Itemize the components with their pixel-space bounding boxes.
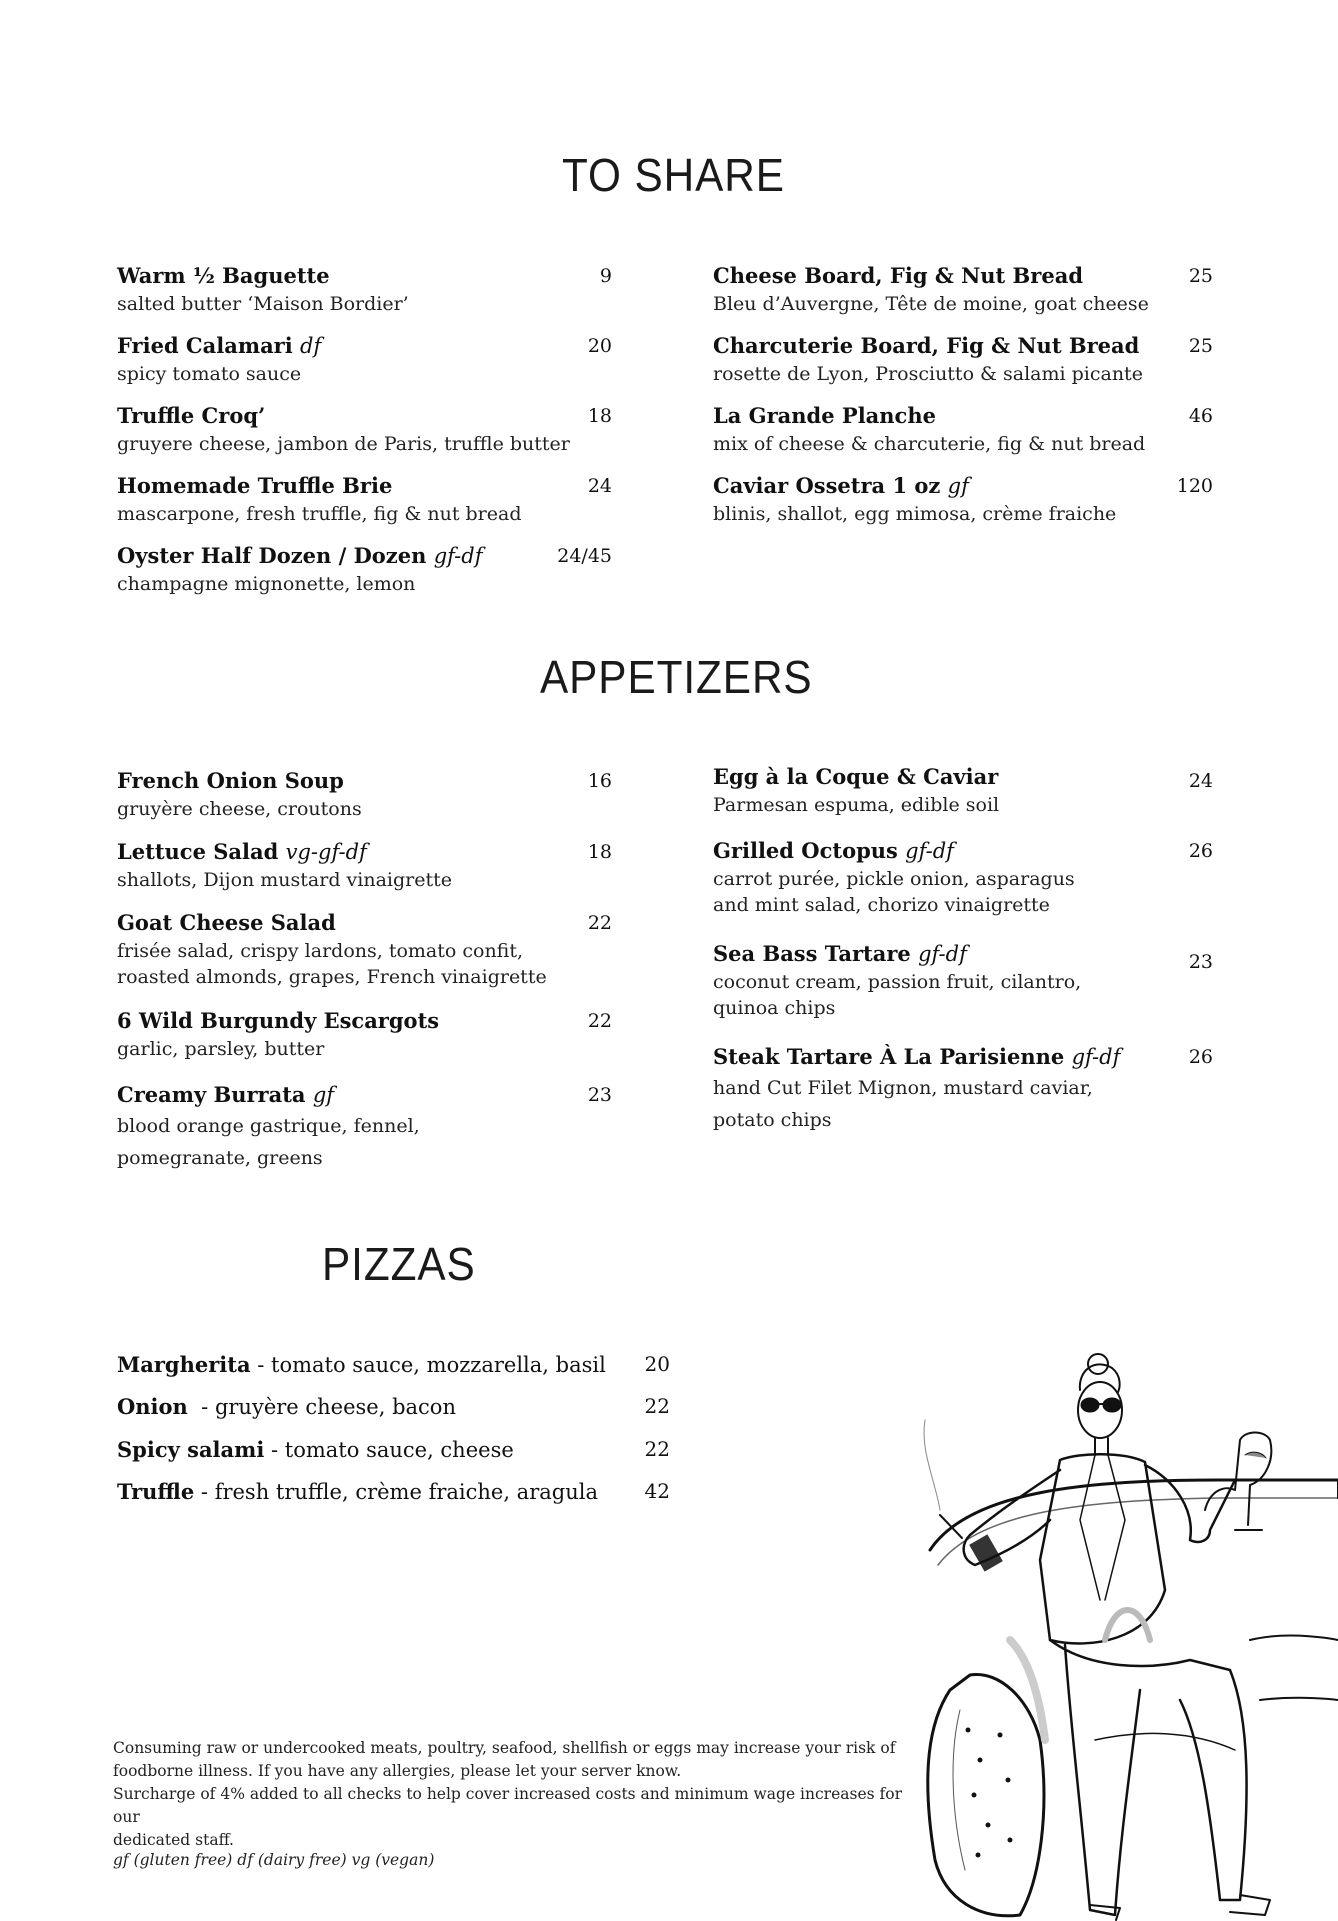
diet-tag: gf-df: [905, 839, 954, 863]
item-name: Charcuterie Board, Fig & Nut Bread: [713, 333, 1140, 358]
item-name: French Onion Soup: [117, 768, 344, 793]
diet-tag: gf: [312, 1083, 335, 1107]
pizza-price: 20: [644, 1352, 670, 1376]
menu-item: [713, 1044, 1213, 1136]
item-description: garlic, parsley, butter: [117, 1038, 325, 1060]
menu-item: [117, 473, 612, 527]
item-description: coconut cream, passion fruit, cilantro, quinoa chips: [713, 971, 1082, 1019]
pizza-item: [117, 1352, 670, 1384]
item-price: 23: [587, 1084, 612, 1106]
item-price: 24: [587, 475, 612, 497]
menu-item: [117, 403, 612, 457]
item-price: 16: [587, 770, 612, 792]
menu-item: [713, 941, 1213, 1021]
menu-item: [117, 910, 612, 990]
item-description: salted butter ‘Maison Bordier’: [117, 293, 409, 315]
menu-item: [117, 1008, 612, 1062]
item-description: gruyere cheese, jambon de Paris, truffle butter: [117, 433, 570, 455]
item-price: 18: [587, 841, 612, 863]
item-price: 22: [587, 912, 612, 934]
pizza-name: Spicy salami: [117, 1437, 265, 1462]
section-title-pizzas: PIZZAS: [322, 1238, 476, 1290]
menu-item: [713, 473, 1213, 527]
pizza-description: - tomato sauce, cheese: [264, 1438, 514, 1462]
item-name: Truffle Croq’: [117, 403, 266, 428]
item-name: Creamy Burrata gf: [117, 1082, 335, 1107]
item-price: 25: [1188, 335, 1213, 357]
diet-tag: gf-df: [918, 942, 967, 966]
notice-line: Consuming raw or undercooked meats, poultry, seafood, shellfish or eggs may increase your risk of: [113, 1739, 896, 1757]
diet-tag: gf-df: [433, 544, 483, 568]
item-description: Bleu d’Auvergne, Tête de moine, goat cheese: [713, 293, 1149, 315]
pizza-price: 42: [644, 1479, 670, 1503]
section-title-appetizers: APPETIZERS: [540, 651, 813, 703]
item-name: Homemade Truffle Brie: [117, 473, 393, 498]
pizza-price: 22: [644, 1394, 670, 1418]
item-description: mix of cheese & charcuterie, fig & nut bread: [713, 433, 1146, 455]
item-price: 9: [599, 265, 612, 287]
item-description: blinis, shallot, egg mimosa, crème fraiche: [713, 503, 1117, 525]
item-description: spicy tomato sauce: [117, 363, 302, 385]
menu-item: [713, 764, 1213, 818]
diet-legend: gf (gluten free) df (dairy free) vg (vegan): [113, 1851, 435, 1869]
pizza-description: - gruyère cheese, bacon: [187, 1395, 456, 1419]
menu-item: [117, 333, 612, 387]
menu-item: [713, 838, 1213, 918]
menu-item: [117, 839, 612, 893]
allergy-notice: [113, 1737, 903, 1852]
item-description: frisée salad, crispy lardons, tomato confit, roasted almonds, grapes, French vinaigrette: [117, 940, 547, 988]
item-description: gruyère cheese, croutons: [117, 798, 362, 820]
item-price: 22: [587, 1010, 612, 1032]
item-description: hand Cut Filet Mignon, mustard caviar, potato chips: [713, 1077, 1093, 1131]
pizza-name: Margherita: [117, 1352, 251, 1377]
pizza-description: - fresh truffle, crème fraiche, aragula: [194, 1480, 598, 1504]
item-description: champagne mignonette, lemon: [117, 573, 416, 595]
item-price: 26: [1188, 840, 1213, 862]
item-price: 24: [1188, 770, 1213, 792]
item-name: 6 Wild Burgundy Escargots: [117, 1008, 440, 1033]
item-name: Sea Bass Tartare gf-df: [713, 941, 967, 966]
item-name: Egg à la Coque & Caviar: [713, 764, 999, 789]
notice-line: foodborne illness. If you have any allergies, please let your server know.: [113, 1762, 682, 1780]
item-description: rosette de Lyon, Prosciutto & salami picante: [713, 363, 1143, 385]
item-name: Caviar Ossetra 1 oz gf: [713, 473, 969, 498]
pizza-name: Truffle: [117, 1479, 195, 1504]
menu-item: [117, 263, 612, 317]
diet-tag: gf: [947, 474, 969, 498]
item-price: 46: [1188, 405, 1213, 427]
item-name: Steak Tartare À La Parisienne gf-df: [713, 1044, 1121, 1069]
pizza-item: [117, 1394, 670, 1426]
item-description: blood orange gastrique, fennel, pomegranate, greens: [117, 1115, 420, 1169]
item-name: Cheese Board, Fig & Nut Bread: [713, 263, 1084, 288]
item-price: 18: [587, 405, 612, 427]
menu-item: [713, 333, 1213, 387]
item-price: 25: [1188, 265, 1213, 287]
pizza-description: - tomato sauce, mozzarella, basil: [250, 1353, 606, 1377]
menu-item: [713, 263, 1213, 317]
item-name: Grilled Octopus gf-df: [713, 838, 954, 863]
diet-tag: vg-gf-df: [285, 840, 367, 864]
item-description: carrot purée, pickle onion, asparagus and mint salad, chorizo vinaigrette: [713, 868, 1075, 916]
item-name: Goat Cheese Salad: [117, 910, 336, 935]
item-description: shallots, Dijon mustard vinaigrette: [117, 869, 452, 891]
pizza-price: 22: [644, 1437, 670, 1461]
item-name: Warm ½ Baguette: [117, 263, 330, 288]
item-price: 23: [1188, 951, 1213, 973]
diet-tag: df: [300, 334, 322, 358]
item-price: 24/45: [557, 545, 612, 567]
menu-item: [117, 543, 612, 597]
item-price: 26: [1188, 1046, 1213, 1068]
pizza-name: Onion: [117, 1394, 188, 1419]
pizza-item: [117, 1479, 670, 1511]
section-title-to-share: TO SHARE: [562, 149, 785, 201]
woman-illustration: [890, 1340, 1338, 1921]
menu-item: [117, 768, 612, 822]
menu-item: [713, 403, 1213, 457]
item-name: Fried Calamari df: [117, 333, 322, 358]
pizza-item: [117, 1437, 670, 1469]
diet-tag: gf-df: [1071, 1045, 1121, 1069]
notice-line: dedicated staff.: [113, 1831, 234, 1849]
item-price: 120: [1176, 475, 1213, 497]
item-name: Oyster Half Dozen / Dozen gf-df: [117, 543, 483, 568]
item-price: 20: [587, 335, 612, 357]
item-description: Parmesan espuma, edible soil: [713, 794, 1000, 816]
menu-item: [117, 1082, 612, 1174]
notice-line: Surcharge of 4% added to all checks to help cover increased costs and minimum wage increases for our: [113, 1785, 902, 1826]
item-description: mascarpone, fresh truffle, fig & nut bread: [117, 503, 522, 525]
item-name: La Grande Planche: [713, 403, 936, 428]
item-name: Lettuce Salad vg-gf-df: [117, 839, 367, 864]
